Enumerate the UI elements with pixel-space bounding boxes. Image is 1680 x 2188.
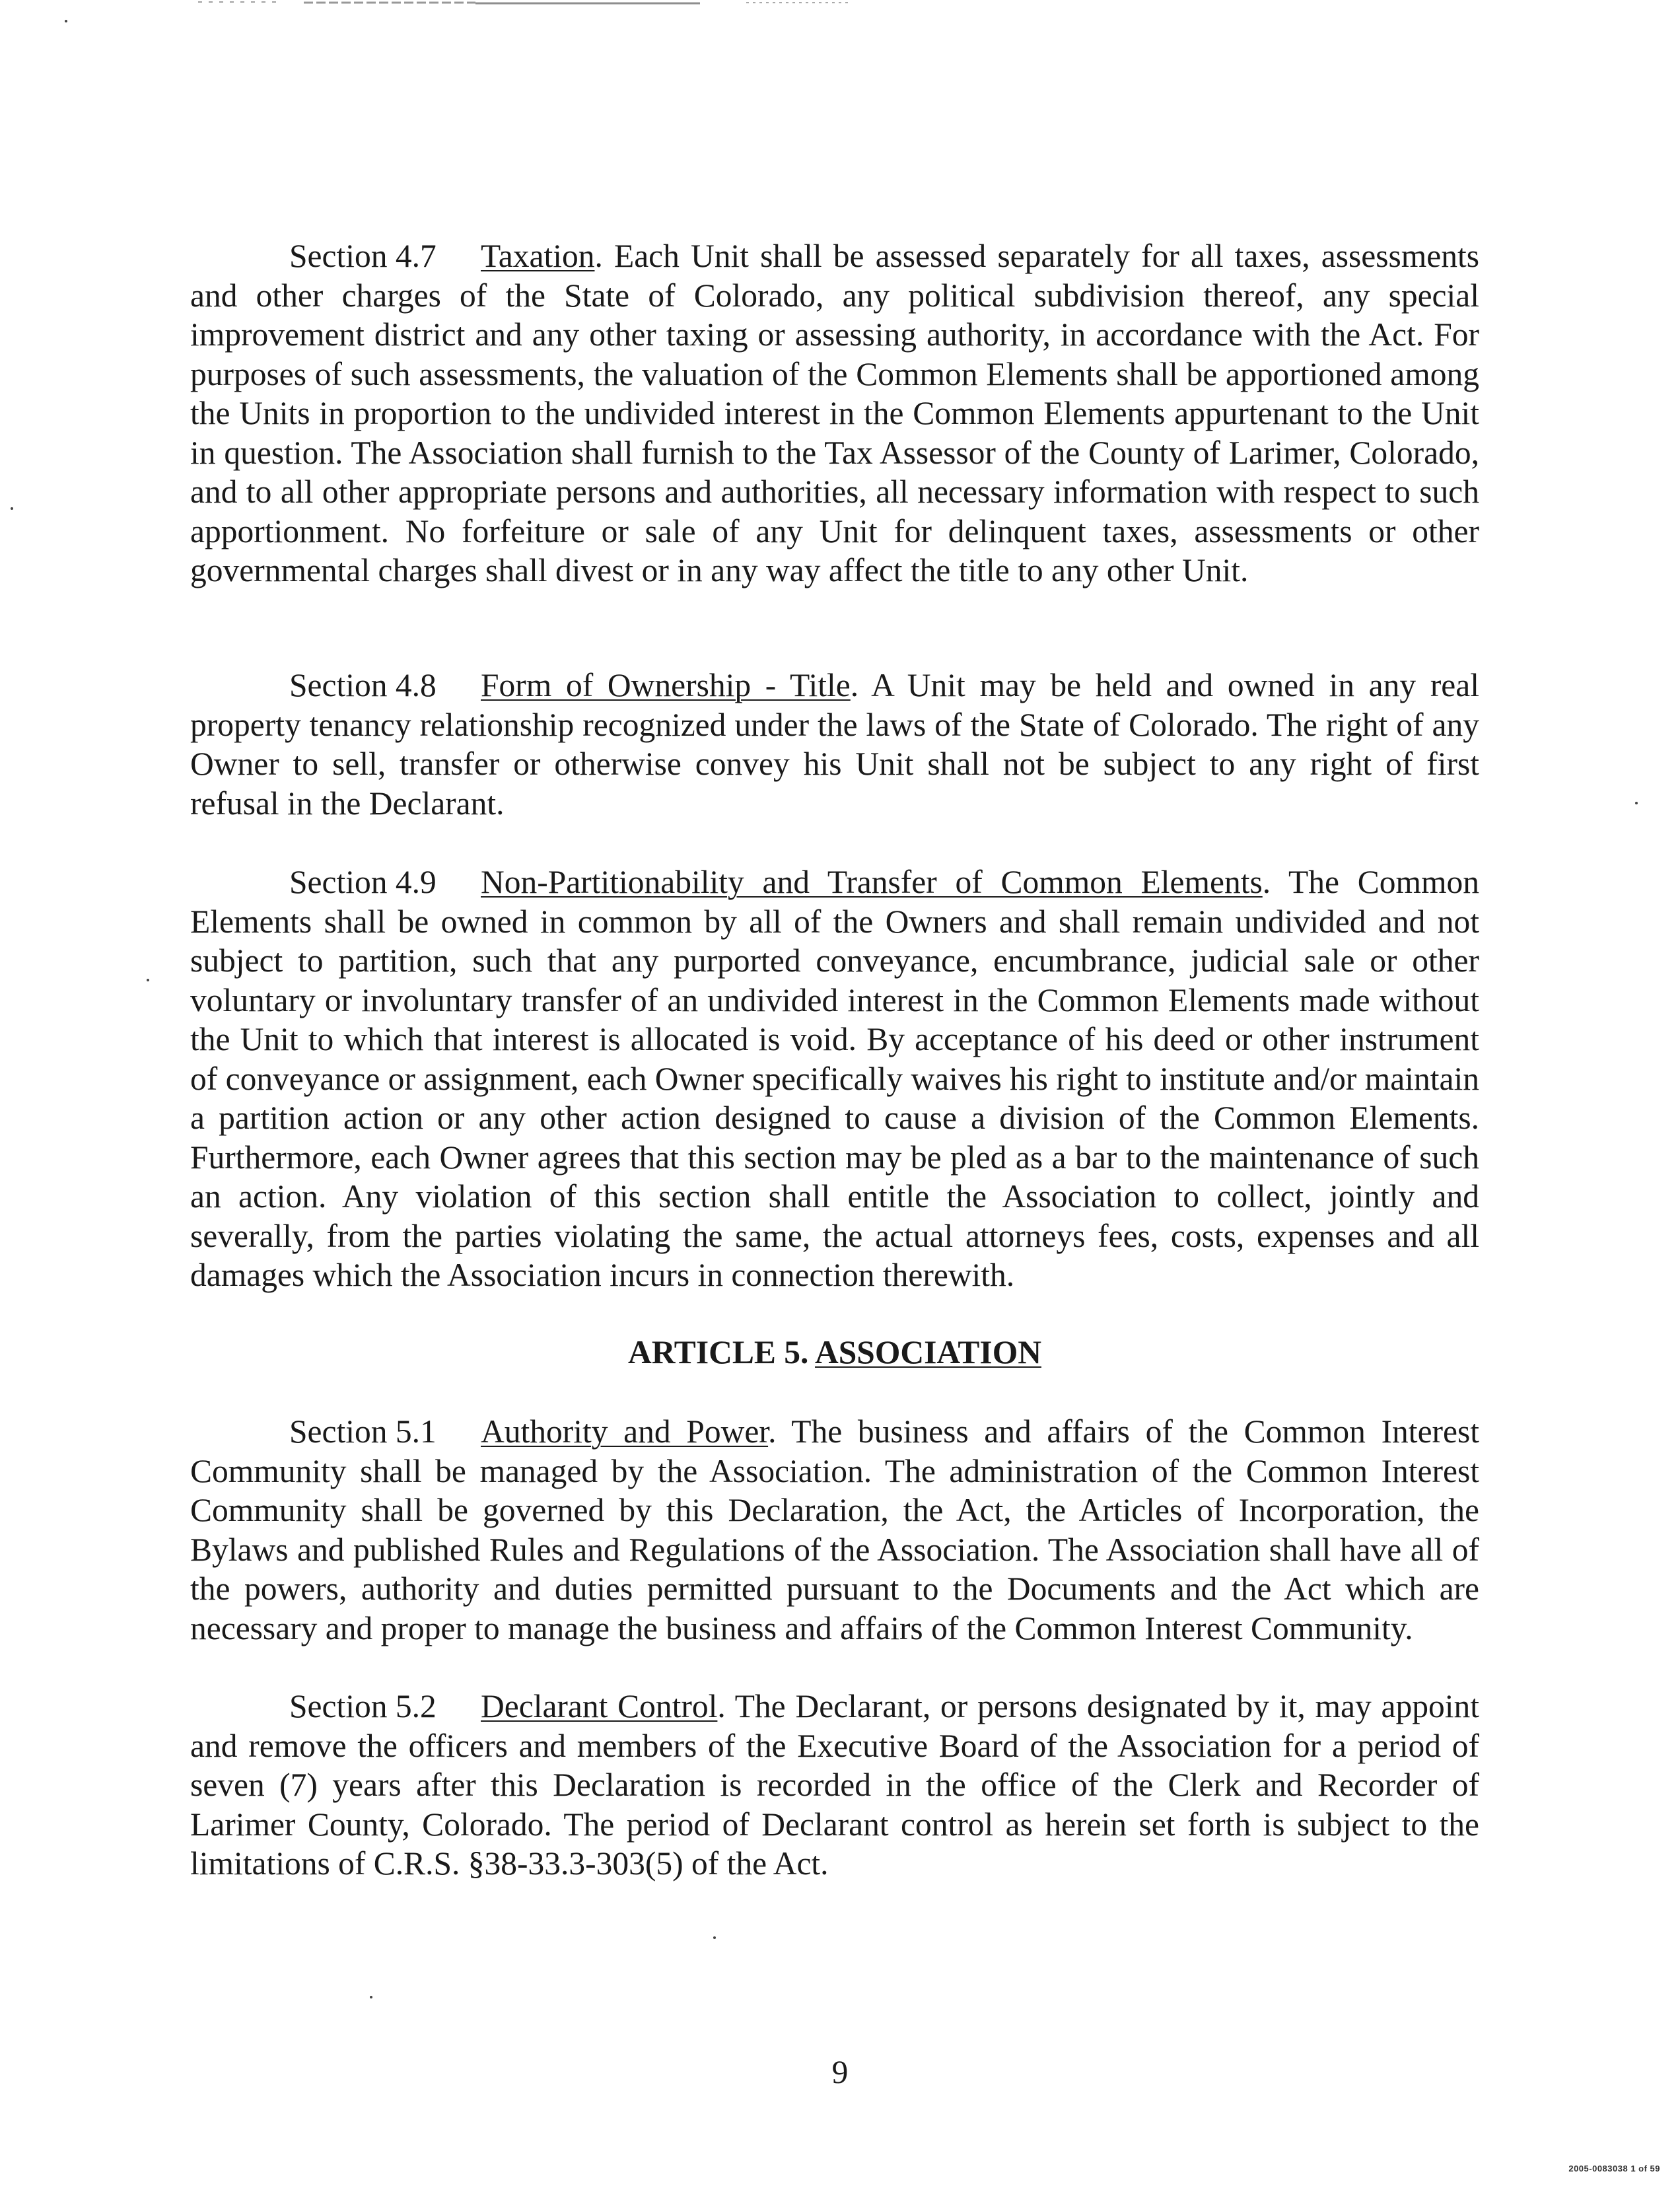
section-title: Authority and Power — [481, 1413, 769, 1450]
scan-speck — [713, 1936, 716, 1939]
section-label: Section 4.7 — [289, 238, 437, 274]
section-label: Section 4.8 — [289, 667, 437, 703]
scan-speck — [1635, 802, 1638, 804]
article-title: ASSOCIATION — [815, 1334, 1041, 1370]
section-title: Declarant Control — [481, 1688, 718, 1724]
section-4-9-paragraph — [190, 863, 1479, 1295]
scan-speck — [370, 1996, 372, 1998]
section-5-1-paragraph — [190, 1412, 1479, 1648]
scan-artifact-top — [198, 0, 872, 5]
article-prefix: ARTICLE 5. — [628, 1334, 816, 1370]
section-title: Taxation — [481, 238, 595, 274]
section-label: Section 5.2 — [289, 1688, 437, 1724]
scan-speck — [65, 20, 67, 22]
scan-speck — [11, 507, 13, 510]
section-body: . The Common Elements shall be owned in common by all of the Owners and shall remain undivided and not subject to partition, such that any purported conveyance, encumbrance, judicial sale or other voluntary or involuntary transfer of an undivided interest in the Common Elements made without the Unit to which that interest is allocated is void. By acceptance of his deed or other instrument of conveyance or assignment, each Owner specifically waives his right to institute and/or maintain a partition action or any other action designed to cause a division of the Common Elements. Furthermore, each Owner agrees that this section may be pled as a bar to the maintenance of such an action. Any violation of this section shall entitle the Association to collect, jointly and severally, from the parties violating the same, the actual attorneys fees, costs, expenses and all damages which the Association incurs in connection therewith. — [190, 864, 1479, 1293]
section-5-2-paragraph — [190, 1687, 1479, 1884]
section-body: . The business and affairs of the Common Interest Community shall be managed by the Association. The administration of the Common Interest Community shall be governed by this Declaration, the Act, the Articles of Incorporation, the Bylaws and published Rules and Regulations of the Association. The Association shall have all of the powers, authority and duties permitted pursuant to the Documents and the Act which are necessary and proper to manage the business and affairs of the Common Interest Community. — [190, 1413, 1480, 1646]
section-title: Form of Ownership - Title — [481, 667, 851, 703]
section-body: . The Declarant, or persons designated by it, may appoint and remove the officers and members of the Executive Board of the Association for a period of seven (7) years after this Declaration is recorded in the office of the Clerk and Recorder of Larimer County, Colorado. The period of Declarant control as herein set forth is subject to the limitations of C.R.S. §38-33.3-303(5) of the Act. — [190, 1688, 1479, 1882]
section-title: Non-Partitionability and Transfer of Common Elements — [481, 864, 1263, 900]
scan-speck — [147, 979, 149, 981]
article-heading — [190, 1333, 1479, 1372]
section-body: . A Unit may be held and owned in any real property tenancy relationship recognized under the laws of the State of Colorado. The right of any Owner to sell, transfer or otherwise convey his Unit shall not be subject to any right of first refusal in the Declarant. — [190, 667, 1480, 822]
section-label: Section 5.1 — [289, 1413, 437, 1450]
recording-stamp: 2005-0083038 1 of 59 — [1568, 2164, 1660, 2173]
section-4-8-paragraph — [190, 666, 1479, 823]
section-label: Section 4.9 — [289, 864, 437, 900]
page-number: 9 — [831, 2054, 849, 2090]
section-body: . Each Unit shall be assessed separately for all taxes, assessments and other charges of the State of Colorado, any political subdivision thereof, any special improvement district and any other taxing or assessing authority, in accordance with the Act. For purposes of such assessments, the valuation of the Common Elements shall be apportioned among the Units in proportion to the undivided interest in the Common Elements appurtenant to the Unit in question. The Association shall furnish to the Tax Assessor of the County of Larimer, Colorado, and to all other appropriate persons and authorities, all necessary information with respect to such apportionment. No forfeiture or sale of any Unit for delinquent taxes, assessments or other governmental charges shall divest or in any way affect the title to any other Unit. — [190, 238, 1479, 588]
section-4-7-paragraph — [190, 236, 1479, 590]
